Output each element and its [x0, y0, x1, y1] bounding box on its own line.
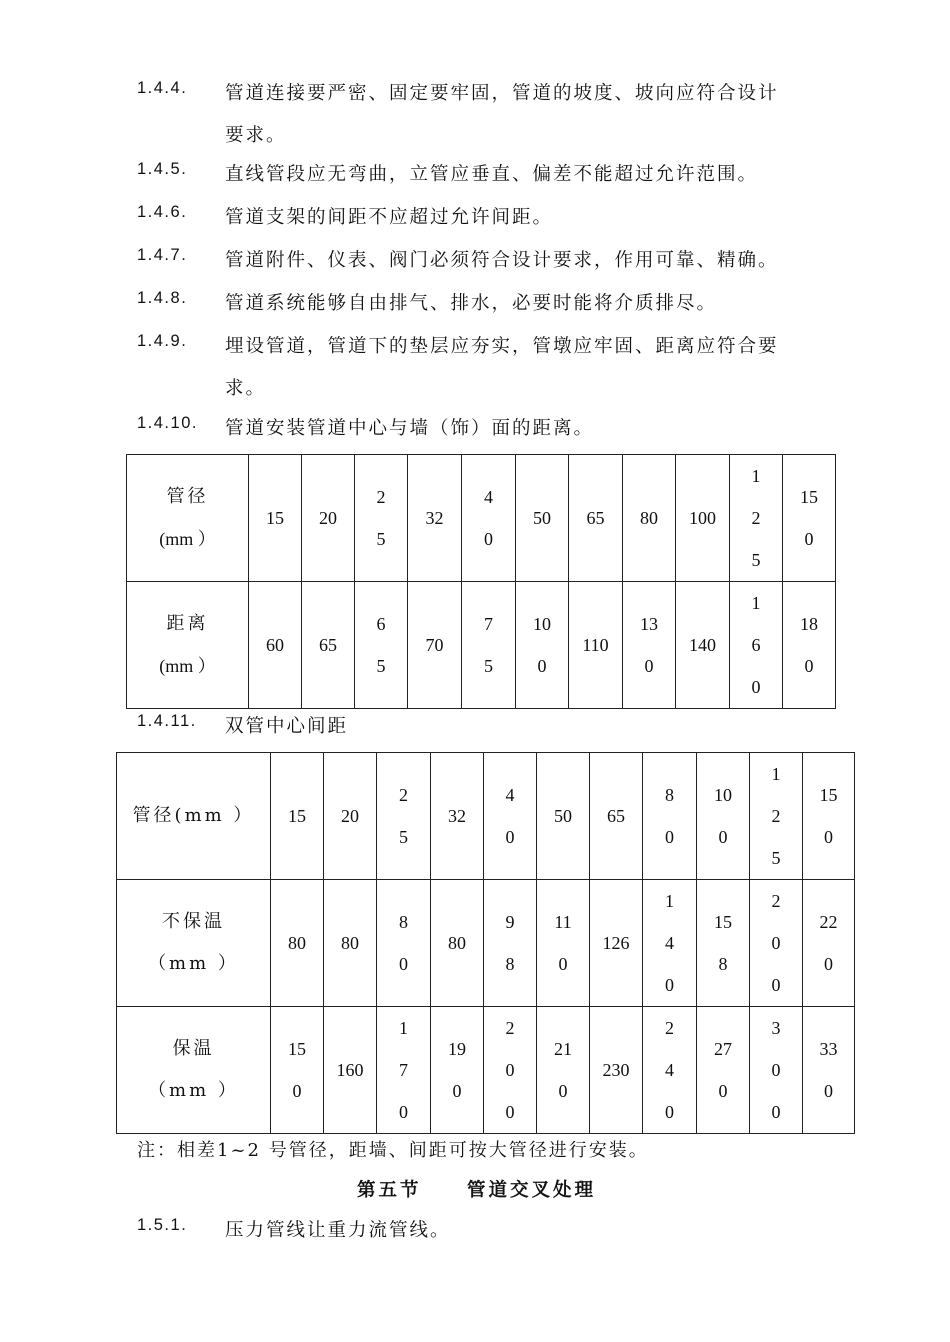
clause-number: 1.4.8. [137, 289, 188, 307]
clause-number: 1.4.10. [137, 414, 198, 432]
table-cell: 18 0 [783, 582, 836, 709]
clause-number: 1.5.1. [137, 1216, 188, 1234]
table-row [127, 582, 836, 709]
table-cell: 1 2 5 [730, 455, 783, 582]
table-cell: 2 4 0 [643, 1007, 697, 1134]
row-unit: （mm ） [148, 953, 239, 974]
table-cell: 33 0 [803, 1007, 855, 1134]
table-cell: 15 [249, 455, 302, 582]
table-cell: 22 0 [803, 880, 855, 1007]
clause-text: 直线管段应无弯曲，立管应垂直、偏差不能超过允许范围。 [225, 164, 759, 185]
row-label: 管径(mm ） [132, 805, 255, 826]
row-unit: (mm ） [159, 529, 216, 549]
clause-text: 管道附件、仪表、阀门必须符合设计要求，作用可靠、精确。 [225, 250, 779, 271]
table-cell: 80 [324, 880, 377, 1007]
row-unit: (mm ） [159, 656, 216, 676]
clause-text: 埋设管道，管道下的垫层应夯实，管墩应牢固、距离应符合要 [225, 336, 779, 357]
table-cell: 6 5 [355, 582, 408, 709]
table-cell: 2 5 [355, 455, 408, 582]
table-cell: 10 0 [697, 753, 750, 880]
clause-number: 1.4.6. [137, 203, 188, 221]
table-cell: 27 0 [697, 1007, 750, 1134]
table-cell: 65 [590, 753, 643, 880]
table-row [127, 455, 836, 582]
clause-number: 1.4.11. [137, 712, 197, 730]
table-cell: 60 [249, 582, 302, 709]
table-note: 注：相差1~2 号管径，距墙、间距可按大管径进行安装。 [137, 1140, 649, 1161]
table-cell: 126 [590, 880, 643, 1007]
clause-text: 管道系统能够自由排气、排水，必要时能将介质排尽。 [225, 293, 718, 314]
table-cell: 20 [324, 753, 377, 880]
table-cell: 13 0 [623, 582, 676, 709]
row-label: 保温 [172, 1038, 215, 1059]
clause-text-continued: 要求。 [225, 125, 287, 146]
clause-text-continued: 求。 [225, 378, 267, 399]
table-cell: 230 [590, 1007, 643, 1134]
table-cell: 65 [569, 455, 623, 582]
table-cell: 15 [271, 753, 324, 880]
table-cell: 9 8 [484, 880, 537, 1007]
table-cell: 50 [537, 753, 590, 880]
table-cell: 8 0 [377, 880, 431, 1007]
row-header [117, 880, 271, 1007]
table-cell: 80 [623, 455, 676, 582]
row-label: 不保温 [162, 911, 225, 932]
table-cell: 1 4 0 [643, 880, 697, 1007]
clause-text: 压力管线让重力流管线。 [225, 1220, 451, 1241]
clause-number: 1.4.4. [137, 79, 188, 97]
double-pipe-spacing-table [116, 752, 855, 1134]
section-title: 管道交叉处理 [467, 1180, 597, 1201]
table-cell: 11 0 [537, 880, 590, 1007]
table-cell: 50 [516, 455, 569, 582]
table-cell: 110 [569, 582, 623, 709]
table-cell: 1 6 0 [730, 582, 783, 709]
clause-number: 1.4.9. [137, 332, 188, 350]
table-cell: 140 [676, 582, 730, 709]
clause-number: 1.4.7. [137, 246, 188, 264]
table-cell: 15 0 [271, 1007, 324, 1134]
table-cell: 3 0 0 [750, 1007, 803, 1134]
wall-distance-table [126, 454, 836, 709]
table-cell: 1 7 0 [377, 1007, 431, 1134]
table-cell: 10 0 [516, 582, 569, 709]
table-cell: 15 0 [803, 753, 855, 880]
row-label: 距离 [166, 613, 209, 634]
table-cell: 65 [302, 582, 355, 709]
section-label: 第五节 [357, 1180, 422, 1201]
table-cell: 2 5 [377, 753, 431, 880]
clause-text: 管道安装管道中心与墙（饰）面的距离。 [225, 418, 595, 439]
table-row [117, 753, 855, 880]
table-cell: 160 [324, 1007, 377, 1134]
row-header [117, 1007, 271, 1134]
table-cell: 80 [431, 880, 484, 1007]
table-cell: 1 2 5 [750, 753, 803, 880]
table-row [117, 1007, 855, 1134]
table-cell: 4 0 [462, 455, 516, 582]
clause-text: 双管中心间距 [225, 716, 349, 737]
row-header [127, 455, 249, 582]
table-cell: 32 [408, 455, 462, 582]
clause-text: 管道连接要严密、固定要牢固，管道的坡度、坡向应符合设计 [225, 83, 779, 104]
table-cell: 32 [431, 753, 484, 880]
table-cell: 7 5 [462, 582, 516, 709]
table-cell: 100 [676, 455, 730, 582]
table-cell: 8 0 [643, 753, 697, 880]
table-cell: 2 0 0 [484, 1007, 537, 1134]
clause-text: 管道支架的间距不应超过允许间距。 [225, 207, 554, 228]
row-header [127, 582, 249, 709]
table-row [117, 880, 855, 1007]
table-cell: 15 8 [697, 880, 750, 1007]
table-cell: 70 [408, 582, 462, 709]
table-cell: 15 0 [783, 455, 836, 582]
table-cell: 20 [302, 455, 355, 582]
row-label: 管径 [166, 486, 209, 507]
row-unit: （mm ） [148, 1080, 239, 1101]
row-header [117, 753, 271, 880]
table-cell: 80 [271, 880, 324, 1007]
clause-number: 1.4.5. [137, 160, 188, 178]
table-cell: 4 0 [484, 753, 537, 880]
table-cell: 19 0 [431, 1007, 484, 1134]
table-cell: 21 0 [537, 1007, 590, 1134]
table-cell: 2 0 0 [750, 880, 803, 1007]
